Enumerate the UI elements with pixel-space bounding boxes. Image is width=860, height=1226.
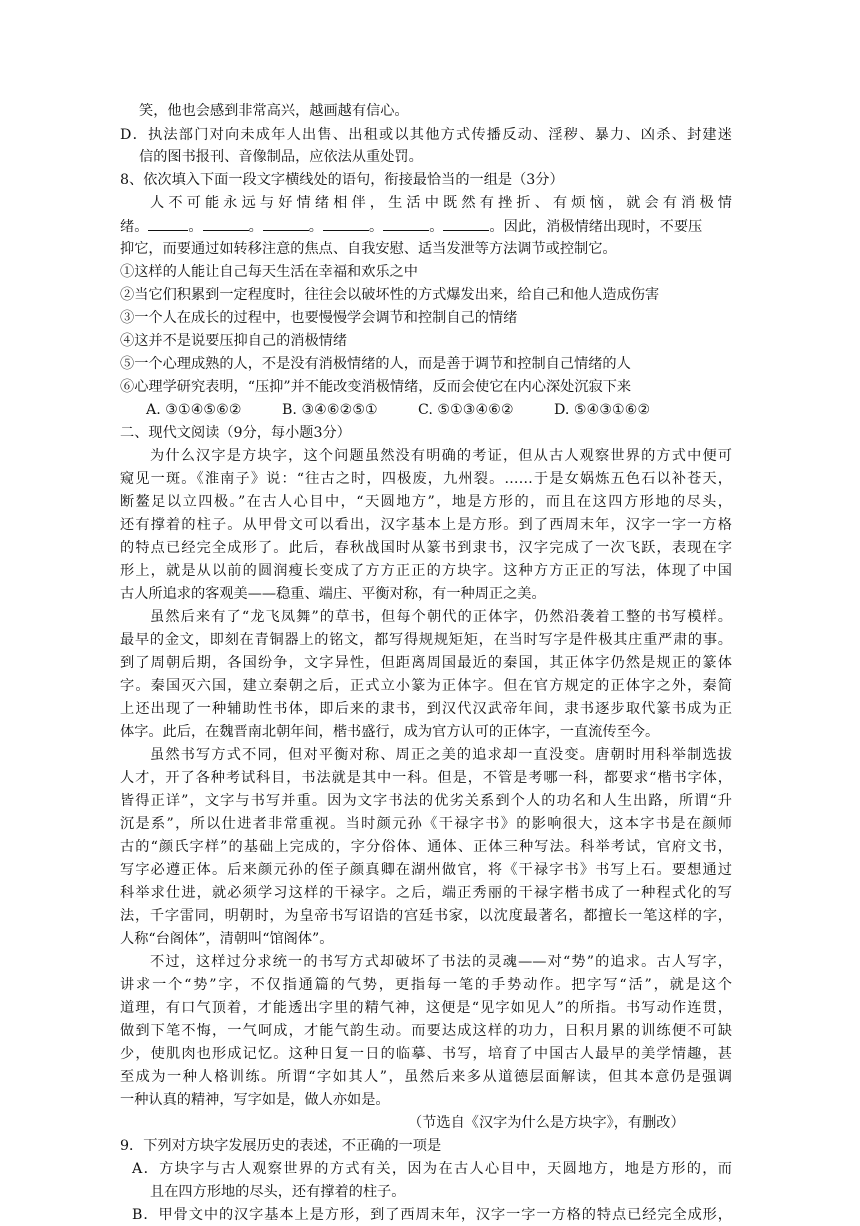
- passage-line: 做到下笔不悔，一气呵成，才能气韵生动。而要达成这样的功力，日积月累的训练便不可缺: [120, 1023, 732, 1039]
- passage-line: 科举求仕进，就必须学习这样的干禄字。之后，端正秀丽的干禄字楷书成了一种程式化的写: [120, 885, 732, 901]
- passage-line: 的特点已经完全成形了。此后，春秋战国时从篆书到隶书，汉字完成了一次飞跃，表现在字: [120, 540, 732, 556]
- blank-1: [148, 216, 188, 231]
- passage-line: 最早的金文，即刻在青铜器上的铭文，都写得规规矩矩，在当时写字是件极其庄重严肃的事。: [120, 632, 732, 648]
- q8-item: ⑥心理学研究表明，“压抑”并不能改变消极情绪，反而会使它在内心深处沉寂下来: [120, 379, 632, 395]
- passage-line: 到了周朝后期，各国纷争，文字异性，但距离周国最近的秦国，其正体字仍然是规正的篆体: [120, 655, 732, 671]
- passage-line: 沉是系”，所以仕进者非常重视。当时颜元孙《干禄字书》的影响很大，这本字书是在颜师: [120, 816, 732, 832]
- passage-line: 人称“台阁体”，清朝叫“馆阁体”。: [120, 931, 334, 947]
- passage-line: 体字。此后，在魏晋南北朝年间，楷书盛行，成为官方认可的正体字，一直流传至今。: [120, 724, 660, 740]
- q9-option-a-cont: 且在四方形地的尽头，还有撑着的柱子。: [150, 1184, 406, 1200]
- q8-option-a: A. ③①④⑤⑥②: [146, 402, 242, 418]
- passage-line: 讲求一个“势”字，不仅指通篇的气势，更指每一笔的手势动作。把字写“活”，就是这个: [120, 977, 732, 993]
- q8-paragraph-line1: 人不可能永远与好情绪相伴，生活中既然有挫折、有烦恼，就会有消极情: [150, 195, 732, 211]
- q8-option-d: D. ⑤④③①⑥②: [554, 402, 651, 418]
- passage-line: 法，千字雷同，明朝时，为皇帝书写诏诰的宫廷书家，以沈度最著名，都擅长一笔这样的字，: [120, 908, 732, 924]
- q8-paragraph-line2: 绪。 。 。 。 。 。 。因此，消极情绪出现时，不要压: [120, 216, 702, 238]
- q7-option-d-cont: 信的图书报刊、音像制品，应依法从重处罚。: [139, 149, 423, 165]
- q9-option-b: B．甲骨文中的汉字基本上是方形，到了西周末年，汉字一字一方格的特点已经完全成形，: [132, 1207, 732, 1223]
- blank-6: [443, 216, 489, 231]
- passage-line: 断鳌足以立四极。”在古人心目中，“天圆地方”，地是方形的，而且在这四方形地的尽头，: [120, 494, 732, 510]
- passage-line: 为什么汉字是方块字，这个问题虽然没有明确的考证，但从古人观察世界的方式中便可: [150, 448, 732, 464]
- q7-option-c-end: 笑，他也会感到非常高兴，越画越有信心。: [139, 103, 409, 119]
- q8-paragraph-line3: 抑它，而要通过如转移注意的焦点、自我安慰、适当发泄等方法调节或控制它。: [120, 241, 617, 257]
- section-heading: 二、现代文阅读（9分，每小题3分）: [120, 425, 351, 441]
- passage-line: 古人所追求的客观美——稳重、端庄、平衡对称，有一种周正之美。: [120, 586, 546, 602]
- blank-2: [203, 216, 249, 231]
- passage-line: 形上，就是从以前的圆润瘦长变成了方方正正的方块字。这种方方正正的写法，体现了中国: [120, 563, 732, 579]
- passage-line: 上还出现了一种辅助性书体，即后来的隶书，到汉代汉武帝年间，隶书逐步取代篆书成为正: [120, 701, 732, 717]
- passage-line: 道理，有口气顶着，才能透出字里的精气神，这便是“见字如见人”的所指。书写动作连贯，: [120, 1000, 732, 1016]
- passage-source: （节选自《汉字为什么是方块字》，有删改）: [408, 1115, 685, 1131]
- passage-line: 还有撑着的柱子。从甲骨文可以看出，汉字基本上是方形。到了西周末年，汉字一字一方格: [120, 517, 732, 533]
- passage-line: 少，使肌肉也形成记忆。这种日复一日的临摹、书写，培育了中国古人最早的美学情趣，甚: [120, 1046, 732, 1062]
- passage-line: 古的“颜氏字样”的基础上完成的，字分俗体、通体、正体三种写法。科举考试，官府文书，: [120, 839, 732, 855]
- q7-option-d: D．执法部门对向未成年人出售、出租或以其他方式传播反动、淫秽、暴力、凶杀、封建迷: [120, 127, 732, 143]
- passage-line: 不过，这样过分求统一的书写方式却破坏了书法的灵魂——对“势”的追求。古人写字，: [150, 954, 732, 970]
- passage-line: 虽然书写方式不同，但对平衡对称、周正之美的追求却一直没变。唐朝时用科举制选拔: [150, 747, 732, 763]
- q9-option-a: A．方块字与古人观察世界的方式有关，因为在古人心目中，天圆地方，地是方形的，而: [132, 1161, 732, 1177]
- passage-line: 至成为一种人格训练。所谓“字如其人”，虽然后来多从道德层面解读，但其本意仍是强调: [120, 1069, 732, 1085]
- passage-line: 写字必遵正体。后来颜元孙的侄子颜真卿在湖州做官，将《干禄字书》书写上石。要想通过: [120, 862, 732, 878]
- q8-option-b: B. ③④⑥②⑤①: [282, 402, 378, 418]
- blank-5: [383, 216, 429, 231]
- passage-line: 字。秦国灭六国，建立秦朝之后，正式立小篆为正体字。但在官方规定的正体字之外，秦简: [120, 678, 732, 694]
- passage-line: 窥见一斑。《淮南子》说：“往古之时，四极废，九州裂。……于是女娲炼五色石以补苍天，: [120, 471, 732, 487]
- passage-line: 一种认真的精神，写字如是，做人亦如是。: [120, 1092, 390, 1108]
- q8-stem: 8、依次填入下面一段文字横线处的语句，衔接最恰当的一组是（3分）: [120, 172, 564, 188]
- passage-line: 皆得正详”，文字与书写并重。因为文字书法的优劣关系到个人的功名和人生出路，所谓“升: [120, 793, 732, 809]
- q8-option-c: C. ⑤①③④⑥②: [418, 402, 514, 418]
- q8-item: ⑤一个心理成熟的人，不是没有消极情绪的人，而是善于调节和控制自己情绪的人: [120, 356, 631, 372]
- q8-item: ③一个人在成长的过程中，也要慢慢学会调节和控制自己的情绪: [120, 310, 518, 326]
- q8-item: ②当它们积累到一定程度时，往往会以破坏性的方式爆发出来，给自己和他人造成伤害: [120, 287, 660, 303]
- blank-3: [263, 216, 309, 231]
- q9-stem: 9．下列对方块字发展历史的表述，不正确的一项是: [120, 1138, 442, 1154]
- q8-item: ①这样的人能让自己每天生活在幸福和欢乐之中: [120, 264, 418, 280]
- passage-line: 人才，开了各种考试科目，书法就是其中一科。但是，不管是考哪一科，都要求“楷书字体，: [120, 770, 732, 786]
- blank-4: [323, 216, 369, 231]
- passage-line: 虽然后来有了“龙飞凤舞”的草书，但每个朝代的正体字，仍然沿袭着工整的书写模样。: [150, 609, 732, 625]
- q8-item: ④这并不是说要压抑自己的消极情绪: [120, 333, 348, 349]
